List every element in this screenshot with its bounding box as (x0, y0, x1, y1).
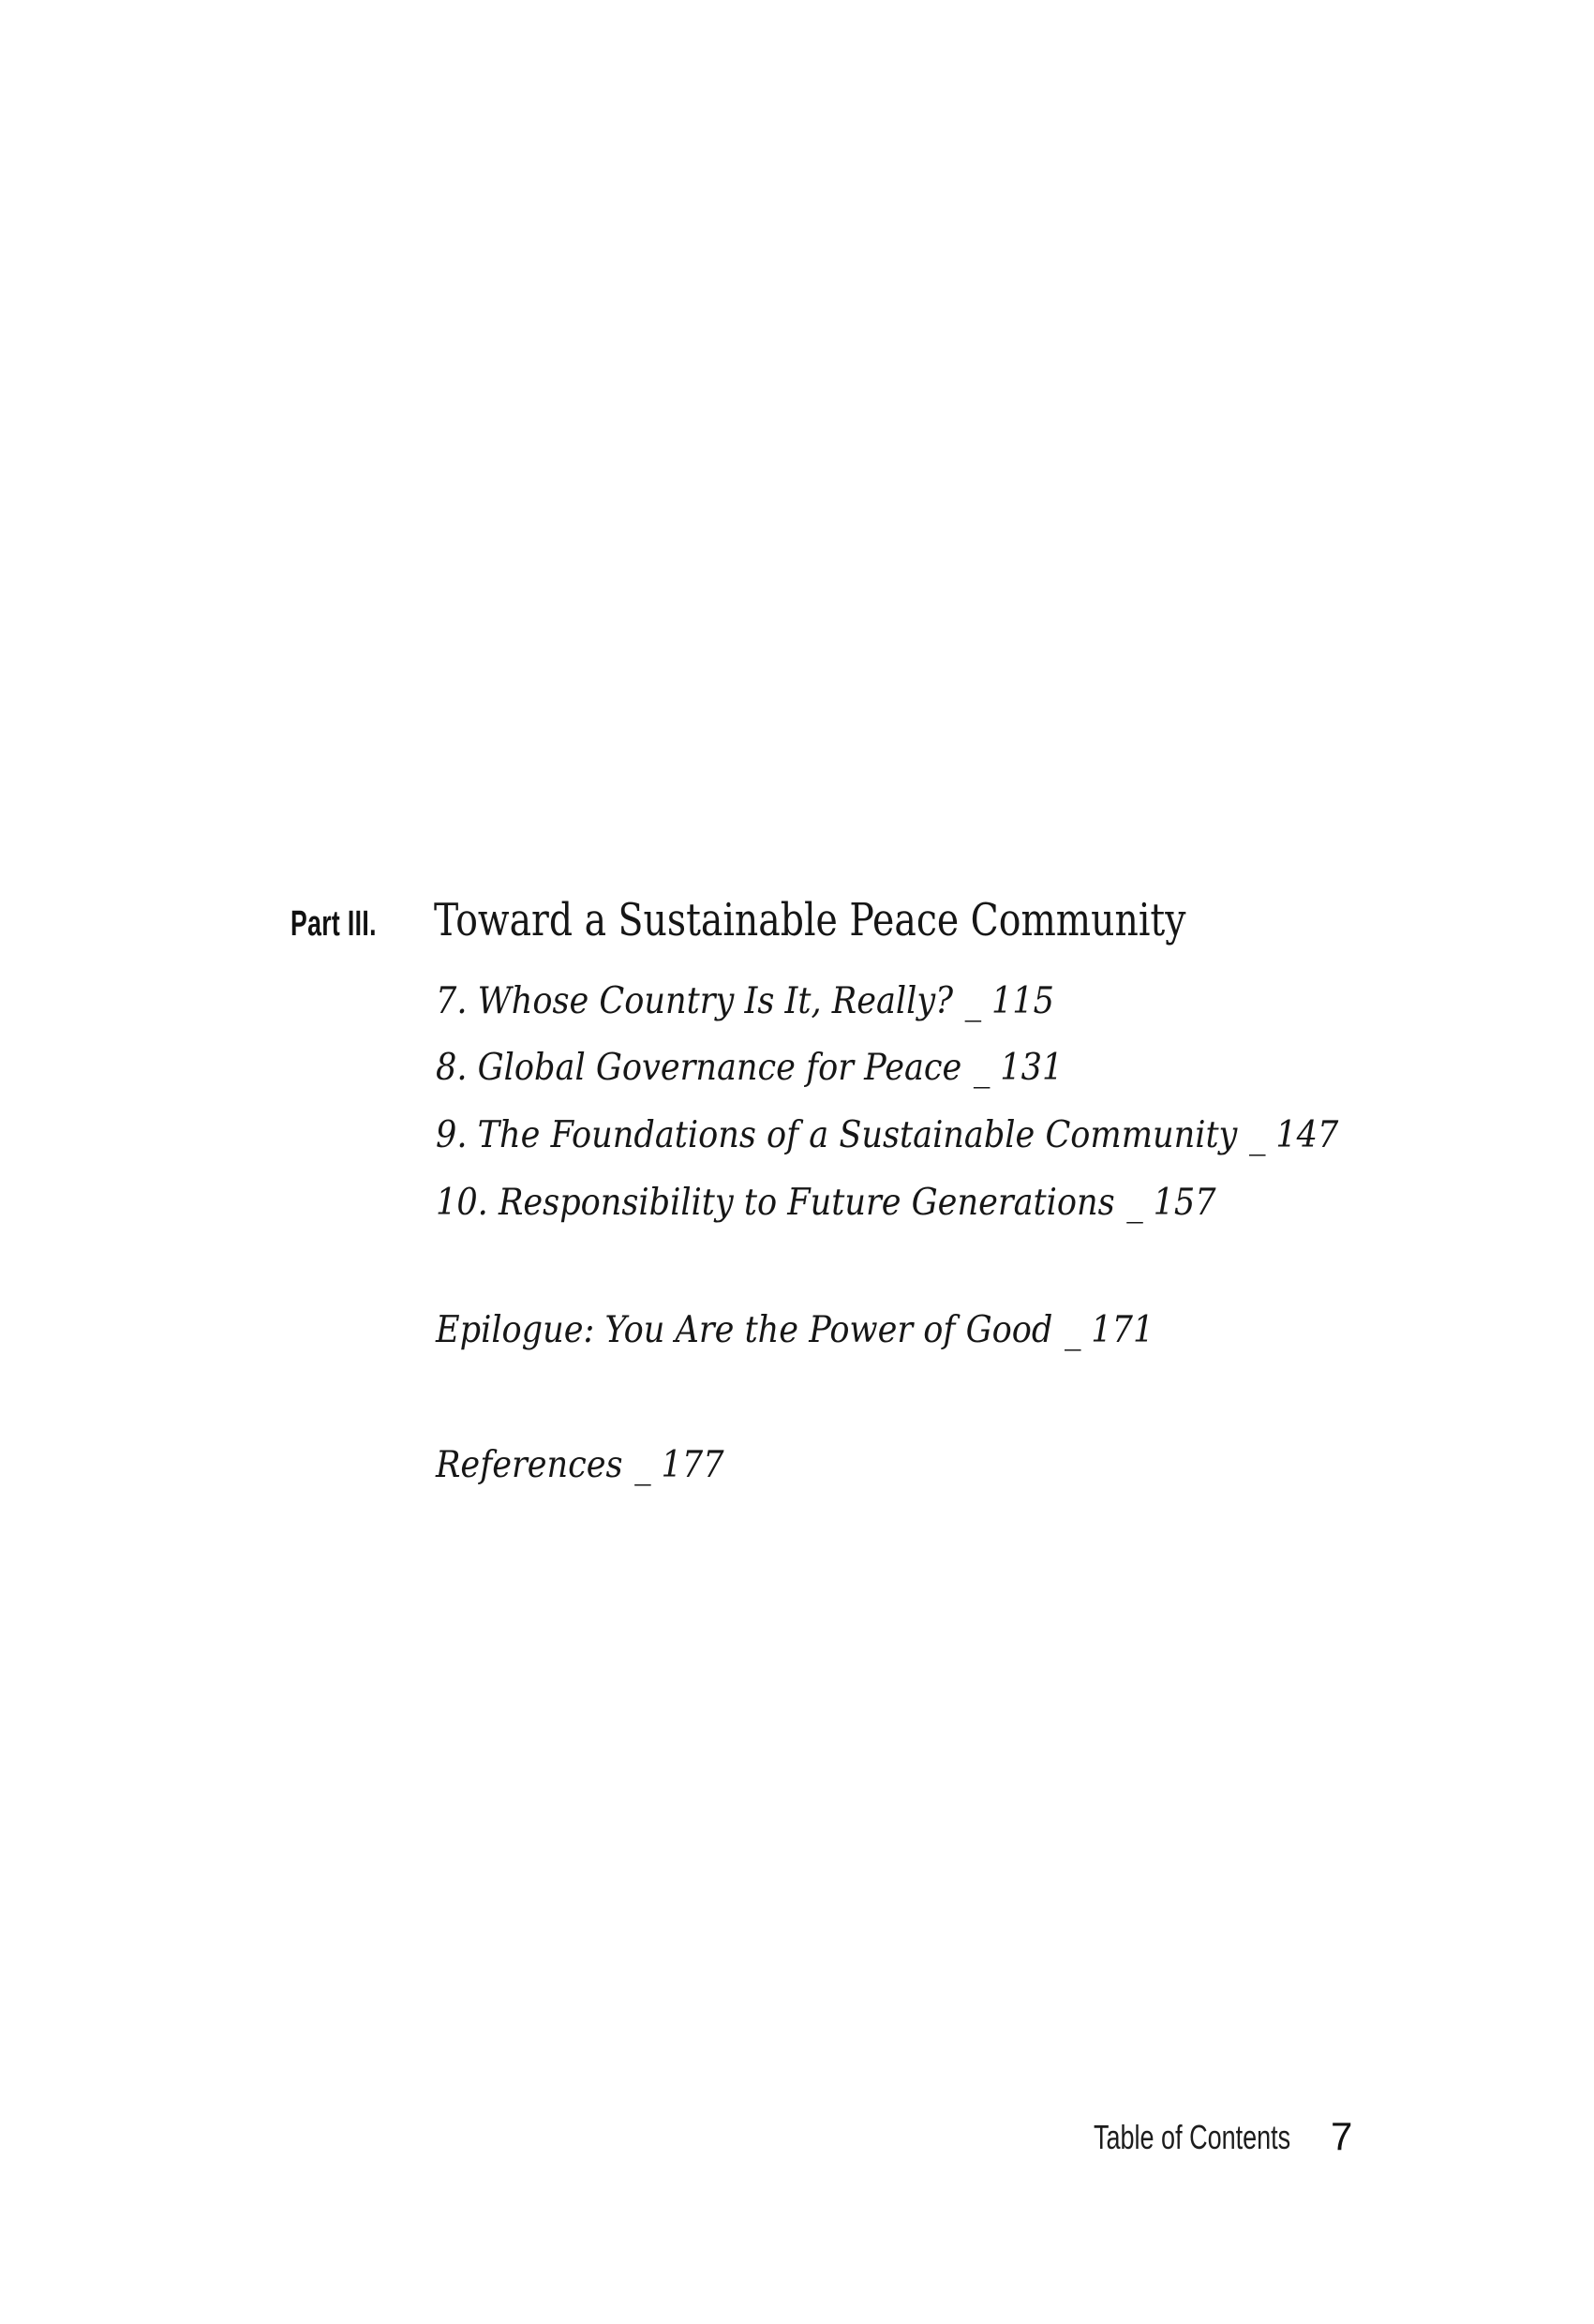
page-separator: _ (1248, 1114, 1266, 1156)
toc-entry-title: 9. The Foundations of a Sustainable Community (436, 1114, 1238, 1156)
toc-entry-references (436, 1444, 724, 1486)
toc-entry-page-number: 131 (1000, 1047, 1064, 1089)
toc-entry-chapter-8 (436, 1047, 1064, 1089)
toc-entry-page-number: 157 (1153, 1182, 1216, 1224)
toc-entry-title: References (436, 1444, 623, 1486)
toc-entry-title: 8. Global Governance for Peace (436, 1047, 962, 1089)
toc-entry-page-number: 177 (661, 1444, 724, 1486)
page-separator: _ (964, 980, 982, 1022)
part-title: Toward a Sustainable Peace Community (434, 894, 1186, 946)
toc-entry-chapter-9 (436, 1114, 1339, 1156)
toc-entry-epilogue (436, 1309, 1155, 1351)
toc-entry-title: Epilogue: You Are the Power of Good (436, 1309, 1053, 1351)
toc-entry-title: 10. Responsibility to Future Generations (436, 1182, 1115, 1224)
toc-entry-page-number: 147 (1275, 1114, 1339, 1156)
page-separator: _ (634, 1444, 651, 1486)
part-label: Part III. (290, 904, 377, 944)
toc-entry-chapter-10 (436, 1182, 1216, 1224)
toc-entry-page-number: 171 (1091, 1309, 1155, 1351)
footer-section-label: Table of Contents (1094, 2118, 1291, 2156)
footer-page-number: 7 (1331, 2114, 1353, 2158)
toc-entry-page-number: 115 (991, 980, 1054, 1022)
page-separator: _ (1126, 1182, 1143, 1224)
toc-entry-chapter-7 (436, 980, 1054, 1022)
toc-entry-title: 7. Whose Country Is It, Really? (436, 980, 954, 1022)
page-separator: _ (973, 1047, 991, 1089)
page-separator: _ (1064, 1309, 1081, 1351)
